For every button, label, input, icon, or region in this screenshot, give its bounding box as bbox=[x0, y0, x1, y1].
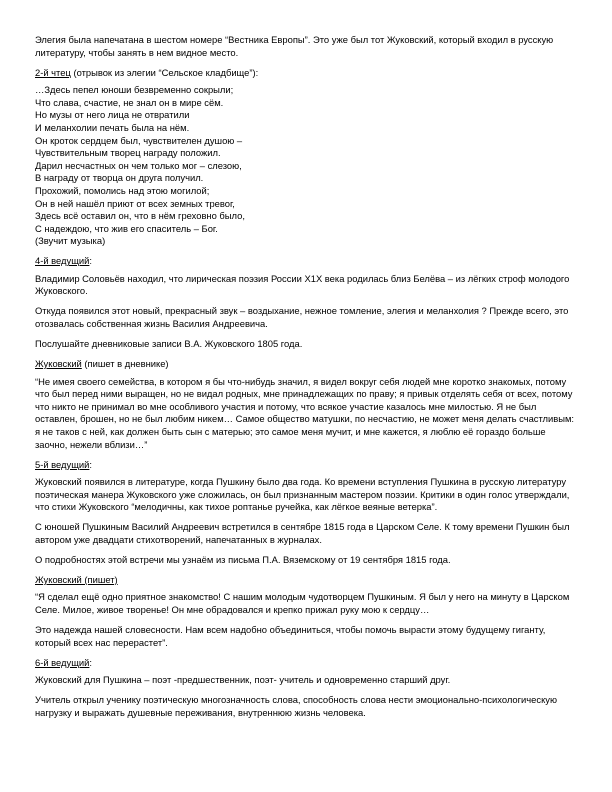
stage-direction: (Звучит музыка) bbox=[35, 235, 106, 247]
reader-2-note: (отрывок из элегии “Сельское кладбище”): bbox=[70, 66, 259, 78]
leader-5-paragraph: Жуковский появился в литературе, когда Пушкину было два года. Ко времени вступления Пушкина в русскую литературу поэтическая манера Жуковского уже сложилась, он был признанным мастером поэзии. Критики в один голос утверждали, что стихи Жуковского “мелодичны, как тихое роптанье ручейка, как лёгкое веяные ветерка”. bbox=[35, 476, 570, 513]
poem-line: Но музы от него лица не отвратили bbox=[35, 109, 190, 121]
leader-5-label: 5-й ведущий bbox=[35, 458, 90, 470]
letter-quote: Это надежда нашей словесности. Нам всем надобно объединиться, чтобы помочь вырасти этому будущему гиганту, который всех нас перерастет”. bbox=[35, 624, 546, 648]
intro-paragraph: Элегия была напечатана в шестом номере “Вестника Европы”. Это уже был тот Жуковский, который входил в русскую литературу, чтобы занять в нем видное место. bbox=[35, 34, 554, 58]
leader-6-paragraph: Жуковский для Пушкина – поэт -предшественник, поэт- учитель и одновременно старший друг. bbox=[35, 674, 451, 686]
poem-line: Он кроток сердцем был, чувствителен душою – bbox=[35, 134, 243, 146]
poem-line: …Здесь пепел юноши безвременно сокрыли; bbox=[35, 84, 234, 96]
leader-4-heading: 4-й ведущий: bbox=[35, 255, 93, 267]
poem-line: Что слава, счастие, не знал он в мире сём. bbox=[35, 96, 224, 108]
poem-line: Чувствительным творец награду положил. bbox=[35, 147, 221, 159]
diary-quote: “Не имея своего семейства, в котором я бы что-нибудь значил, я видел вокруг себя людей мне коротко знакомых, потому что был перед ними выращен, но не видал родных, мне принадлежащих по праву; я привык отделять себя от всех, потому что никто не принимал во мне особливого участия и потому, что всякое участие казалось мне милостью. Я не был оставлен, брошен, но не был любим никем… Самое общество матушки, по несчастию, не может меня делать счастливым: я не таков с ней, как должен быть сын с матерью; это самое меня мучит, и мне кажется, я люблю её гораздо больше заочно, нежели вблизи…” bbox=[35, 375, 575, 450]
poem-line: В награду от творца он друга получил. bbox=[35, 172, 204, 184]
poem-line: Дарил несчастных он чем только мог – слезою, bbox=[35, 159, 242, 171]
leader-5-paragraph: С юношей Пушкиным Василий Андреевич встретился в сентябре 1815 года в Царском Селе. К тому времени Пушкин был автором уже двадцати стихотворений, напечатанных в журналах. bbox=[35, 521, 570, 545]
leader-6-heading: 6-й ведущий: bbox=[35, 656, 93, 668]
poem-line: Здесь всё оставил он, что в нём греховно было, bbox=[35, 210, 245, 222]
leader-4-paragraph: Послушайте дневниковые записи В.А. Жуковского 1805 года. bbox=[35, 338, 303, 350]
leader-4-label: 4-й ведущий bbox=[35, 255, 90, 267]
leader-5-paragraph: О подробностях этой встречи мы узнаём из письма П.А. Вяземскому от 19 сентября 1815 года. bbox=[35, 553, 451, 565]
diary-label: Жуковский bbox=[35, 358, 82, 370]
reader-2-heading bbox=[35, 67, 579, 80]
leader-5-heading: 5-й ведущий: bbox=[35, 458, 93, 470]
leader-4-paragraph: Откуда появился этот новый, прекрасный звук – воздыхание, нежное томление, элегия и меланхолия ? Прежде всего, это отозвалась собственная жизнь Василия Андреевича. bbox=[35, 305, 569, 330]
poem-line: С надеждою, что жив его спаситель – Бог. bbox=[35, 222, 218, 234]
poem-line: И меланхолии печать была на нём. bbox=[35, 121, 190, 133]
letter-heading bbox=[35, 574, 579, 587]
poem-line: Прохожий, помолись над этою могилой; bbox=[35, 184, 210, 196]
leader-6-paragraph: Учитель открыл ученику поэтическую многозначность слова, способность слова нести эмоционально-психологическую нагрузку и выражать душевные переживания, внутреннюю жизнь человека. bbox=[35, 694, 558, 718]
diary-note: (пишет в дневнике) bbox=[81, 358, 169, 370]
document-page bbox=[35, 34, 579, 727]
poem-line: Он в ней нашёл приют от всех земных тревог, bbox=[35, 197, 235, 209]
letter-label: Жуковский (пишет) bbox=[35, 573, 118, 585]
leader-4-paragraph: Владимир Соловьёв находил, что лирическая поэзия России Х1Х века родилась близ Белёва – из лёгких строф молодого Жуковского. bbox=[35, 272, 570, 297]
letter-quote: “Я сделал ещё одно приятное знакомство! С нашим молодым чудотворцем Пушкиным. Я был у него на минуту в Царском Селе. Милое, живое творенье! Он мне обрадовался и крепко прижал руку мою к сердцу… bbox=[35, 591, 570, 616]
diary-heading bbox=[35, 358, 579, 371]
reader-2-label: 2-й чтец bbox=[35, 66, 71, 78]
poem-excerpt bbox=[35, 84, 579, 248]
leader-6-label: 6-й ведущий bbox=[35, 656, 90, 668]
